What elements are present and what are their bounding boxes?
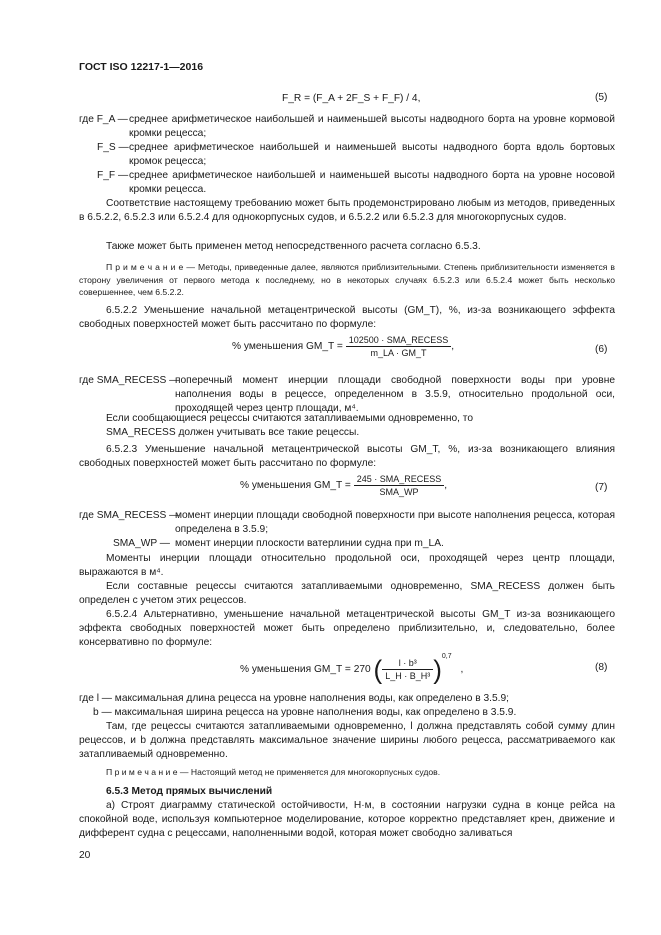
paragraph-6-5-2-2: 6.5.2.2 Уменьшение начальной метацентрической высоты (GM_T), %, из-за возникающего эффекта свободных поверхностей может быть рассчитано по формуле: (79, 305, 615, 330)
equation-5: F_R = (F_A + 2F_S + F_F) / 4, (282, 93, 421, 104)
definition-sma-recess-text: поперечный момент инерции площади свободной поверхности воды при уровне наполнения воды в рецессе, определенном в 3.5.9, относительно продольной оси, проходящей через центр площади, м⁴. (175, 375, 615, 414)
definition-sma-recess (79, 374, 615, 416)
paragraph-composite-recesses: Если составные рецессы считаются затапливаемыми одновременно, SMA_RECESS должен быть определен с учетом этих рецессов. (79, 581, 615, 606)
definition-ff (79, 169, 615, 197)
equation-6-denominator: m_LA · GM_T (370, 348, 427, 358)
definition-fa-term: где F_A — (79, 114, 128, 125)
equation-7-number: (7) (595, 482, 608, 493)
paragraph-sma-recess-all: SMA_RECESS должен учитывать все такие рецессы. (106, 427, 360, 438)
document-header: ГОСТ ISO 12217-1—2016 (79, 61, 204, 73)
definition-b: b — максимальная ширина рецесса на уровне наполнения воды, как определено в 3.5.9. (93, 707, 517, 718)
note-2 (79, 766, 615, 779)
equation-6-lhs: % уменьшения GM_T = (232, 341, 343, 353)
definition-fa-text: среднее арифметическое наибольшей и наименьшей высоты надводного борта на уровне кормовой кромки рецесса; (129, 114, 615, 139)
paragraph-simultaneous-recesses: Там, где рецессы считаются затапливаемыми одновременно, l должна представлять собой сумму длин рецессов, и b должна представлять максимальное значение ширины любого рецесса, рассматриваемого как затапливаемый одновременно. (79, 721, 615, 760)
page-number: 20 (79, 850, 91, 861)
equation-5-number: (5) (595, 92, 608, 103)
note-2-text: — Настоящий метод не применяется для многокорпусных судов. (177, 767, 441, 777)
equation-6-fraction (346, 334, 455, 359)
definition-sma-recess-2 (79, 509, 615, 537)
equation-8-left-paren: ( (373, 654, 383, 685)
equation-7-lhs: % уменьшения GM_T = (240, 480, 351, 492)
paragraph-communicating-recesses: Если сообщающиеся рецессы считаются затапливаемыми одновременно, то (106, 413, 473, 424)
equation-6-tail: , (451, 341, 455, 353)
equation-6-numerator: 102500 · SMA_RECESS (346, 334, 452, 347)
equation-8-fraction (382, 657, 433, 682)
definition-l: где l — максимальная длина рецесса на уровне наполнения воды, как определено в 3.5.9; (79, 693, 509, 704)
definition-ff-term: F_F — (97, 170, 129, 181)
paragraph-compliance: Соответствие настоящему требованию может быть продемонстрировано любым из методов, приведенных в 6.5.2.2, 6.5.2.3 или 6.5.2.4 для однокорпусных судов, и 6.5.2.2 или 6.5.2.3 для многокорпусных судов. (79, 198, 615, 223)
paragraph-direct-method: Также может быть применен метод непосредственного расчета согласно 6.5.3. (106, 241, 481, 252)
definition-ff-text: среднее арифметическое наибольшей и наименьшей высоты надводного борта на уровне носовой кромки рецесса. (129, 170, 615, 195)
definition-sma-wp (79, 537, 615, 551)
equation-8-right-paren: ) (433, 654, 442, 685)
equation-8-lhs: % уменьшения GM_T = 270 (240, 664, 371, 675)
paragraph-6-5-2-3: 6.5.2.3 Уменьшение начальной метацентрической высоты GM_T, %, из-за возникающего влияния свободных поверхностей может быть рассчитано по формуле: (79, 444, 615, 469)
equation-7-numerator: 245 · SMA_RECESS (354, 473, 445, 486)
definition-sma-recess-2-text: момент инерции площади свободной поверхности при высоте наполнения рецесса, которая определена в 3.5.9; (175, 510, 615, 535)
definition-fs-text: среднее арифметическое наибольшей и наименьшей высоты надводного борта вдоль бортовых кромок рецесса; (129, 142, 615, 167)
note-1-label: П р и м е ч а н и е (106, 262, 184, 272)
equation-6-number: (6) (595, 344, 608, 355)
definition-sma-wp-term: SMA_WP — (113, 538, 170, 549)
equation-8-numerator: l · b³ (382, 657, 433, 670)
note-2-label: П р и м е ч а н и е (106, 767, 178, 777)
definition-sma-recess-term: где SMA_RECESS — (79, 375, 180, 386)
equation-8-denominator: L_H · B_H³ (385, 670, 431, 681)
definition-fa (79, 113, 615, 141)
definition-fs (79, 141, 615, 169)
definition-fs-term: F_S — (97, 142, 129, 153)
paragraph-6-5-2-4: 6.5.2.4 Альтернативно, уменьшение начальной метацентрической высоты GM_T из-за возникающего эффекта свободных поверхностей может быть определено приблизительно, и, следовательно, более консервативно по формуле: (79, 609, 615, 648)
equation-8-exponent: 0,7 (441, 653, 452, 660)
section-6-5-3-title: 6.5.3 Метод прямых вычислений (106, 786, 273, 797)
equation-7-denominator: SMA_WP (379, 487, 419, 497)
paragraph-6-5-3-a: а) Строят диаграмму статической остойчивости, Н·м, в состоянии нагрузки судна в конце рейса на спокойной воде, используя компьютерное моделирование, которое корректно представляет крен, движение и дифферент судна с рецессами, наполненными водой, которая может свободно заливаться (79, 800, 615, 839)
equation-8 (240, 650, 464, 685)
note-1 (79, 261, 615, 299)
equation-7-fraction (354, 473, 448, 498)
equation-7 (240, 473, 447, 498)
paragraph-moments: Моменты инерции площади относительно продольной оси, проходящей через центр площади, выражаются в м⁴. (79, 553, 615, 578)
definition-sma-recess-2-term: где SMA_RECESS — (79, 510, 180, 521)
equation-7-tail: , (444, 480, 448, 492)
equation-8-number: (8) (595, 662, 608, 673)
note-1-text: — Методы, приведенные далее, являются приблизительными. Степень приблизительности изменяется в сторону увеличения от первого метода к последнему, но в некоторых случаях 6.5.2.3 или 6.5.2.4 может быть несколько совершеннее, чем 6.5.2.2. (79, 262, 615, 297)
equation-8-tail: , (460, 664, 464, 675)
equation-6 (232, 334, 454, 359)
definition-sma-wp-text: момент инерции плоскости ватерлинии судна при m_LA. (175, 538, 444, 549)
